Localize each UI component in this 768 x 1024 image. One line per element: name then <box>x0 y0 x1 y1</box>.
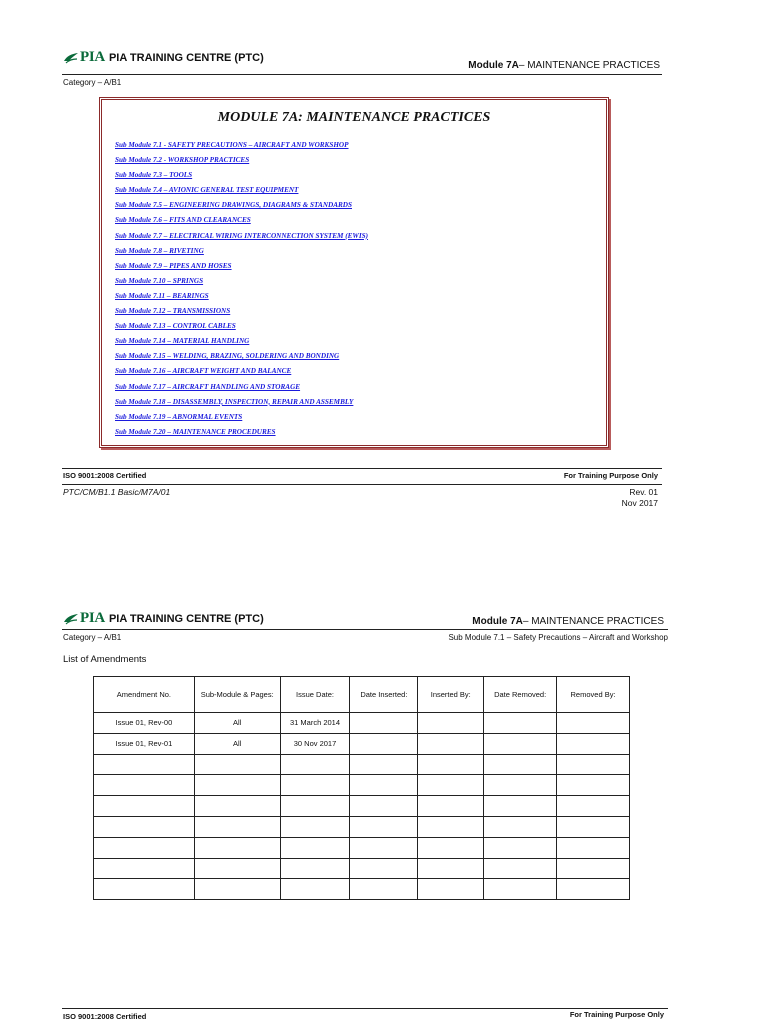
toc-link[interactable]: Sub Module 7.19 – ABNORMAL EVENTS <box>115 412 243 421</box>
table-cell <box>557 733 630 754</box>
toc-item <box>115 285 606 300</box>
column-header: Sub-Module & Pages: <box>194 677 280 713</box>
toc-link[interactable]: Sub Module 7.11 – BEARINGS <box>115 291 209 300</box>
table-row <box>94 796 630 817</box>
toc-item <box>115 149 606 164</box>
column-header: Inserted By: <box>418 677 484 713</box>
toc-link[interactable]: Sub Module 7.20 – MAINTENANCE PROCEDURES <box>115 427 276 436</box>
toc-item <box>115 209 606 224</box>
table-cell <box>557 879 630 900</box>
toc-link[interactable]: Sub Module 7.16 – AIRCRAFT WEIGHT AND BALANCE <box>115 367 292 376</box>
table-cell <box>280 816 350 837</box>
rev-label: Rev. 01 <box>629 487 658 497</box>
table-cell <box>484 858 557 879</box>
toc-link[interactable]: Sub Module 7.9 – PIPES AND HOSES <box>115 261 232 270</box>
table-cell <box>194 816 280 837</box>
table-cell <box>484 754 557 775</box>
table-cell: 30 Nov 2017 <box>280 733 350 754</box>
table-cell <box>194 879 280 900</box>
amendments-table <box>93 676 630 900</box>
toc-item <box>115 179 606 194</box>
logo-text: PIA <box>80 610 105 626</box>
table-cell <box>94 837 195 858</box>
toc-link[interactable]: Sub Module 7.4 – AVIONIC GENERAL TEST EQUIPMENT <box>115 186 299 195</box>
table-cell <box>418 775 484 796</box>
toc-link[interactable]: Sub Module 7.14 – MATERIAL HANDLING <box>115 337 250 346</box>
table-cell <box>557 796 630 817</box>
toc-link[interactable]: Sub Module 7.13 – CONTROL CABLES <box>115 322 236 331</box>
table-cell: Issue 01, Rev-01 <box>94 733 195 754</box>
toc-item <box>115 330 606 345</box>
table-cell <box>418 816 484 837</box>
table-cell <box>484 713 557 734</box>
table-cell <box>350 775 418 796</box>
table-cell <box>350 837 418 858</box>
table-cell <box>350 713 418 734</box>
column-header: Issue Date: <box>280 677 350 713</box>
table-cell <box>557 775 630 796</box>
table-cell: 31 March 2014 <box>280 713 350 734</box>
table-cell <box>418 837 484 858</box>
toc-item <box>115 270 606 285</box>
org-name: PIA TRAINING CENTRE (PTC) <box>108 52 264 64</box>
toc-item <box>115 315 606 330</box>
logo-text: PIA <box>80 49 105 65</box>
toc-item <box>115 406 606 421</box>
table-row <box>94 713 630 734</box>
table-cell <box>94 816 195 837</box>
table-cell <box>418 754 484 775</box>
toc-item <box>115 225 606 240</box>
table-cell <box>350 754 418 775</box>
table-cell <box>418 796 484 817</box>
pia-bird-icon <box>63 613 79 625</box>
table-row <box>94 816 630 837</box>
toc-list <box>102 134 606 436</box>
table-cell <box>94 754 195 775</box>
table-cell <box>418 733 484 754</box>
module-title <box>468 60 660 71</box>
table-cell <box>280 796 350 817</box>
module-title-page2 <box>472 616 664 627</box>
training-label: For Training Purpose Only <box>563 471 658 480</box>
revision-info <box>622 487 658 509</box>
table-row <box>94 754 630 775</box>
toc-title: MODULE 7A: MAINTENANCE PRACTICES <box>217 110 491 125</box>
table-cell <box>484 879 557 900</box>
toc-item <box>115 255 606 270</box>
toc-item <box>115 376 606 391</box>
org-name: PIA TRAINING CENTRE (PTC) <box>108 613 264 625</box>
amendments-heading: List of Amendments <box>63 654 147 665</box>
column-header: Date Removed: <box>484 677 557 713</box>
toc-link[interactable]: Sub Module 7.7 – ELECTRICAL WIRING INTERCONNECTION SYSTEM (EWIS) <box>115 231 369 240</box>
toc-box <box>99 97 609 448</box>
iso-label-page2: ISO 9001:2008 Certified <box>63 1012 147 1021</box>
table-cell <box>350 879 418 900</box>
table-cell <box>94 879 195 900</box>
pia-logo <box>63 50 264 64</box>
footer-rule-page2 <box>62 1008 668 1009</box>
table-body <box>94 713 630 900</box>
toc-link[interactable]: Sub Module 7.10 – SPRINGS <box>115 276 204 285</box>
category-label-page2: Category – A/B1 <box>63 633 122 642</box>
table-row <box>94 858 630 879</box>
toc-link[interactable]: Sub Module 7.17 – AIRCRAFT HANDLING AND STORAGE <box>115 382 301 391</box>
toc-item <box>115 194 606 209</box>
table-cell <box>280 837 350 858</box>
table-cell <box>94 858 195 879</box>
toc-link[interactable]: Sub Module 7.18 – DISASSEMBLY, INSPECTION, REPAIR AND ASSEMBLY <box>115 397 354 406</box>
toc-link[interactable]: Sub Module 7.2 - WORKSHOP PRACTICES <box>115 156 250 165</box>
table-row <box>94 733 630 754</box>
table-cell: Issue 01, Rev-00 <box>94 713 195 734</box>
doc-ref: PTC/CM/B1.1 Basic/M7A/01 <box>63 487 171 497</box>
header-rule-page2 <box>62 629 668 630</box>
toc-link[interactable]: Sub Module 7.12 – TRANSMISSIONS <box>115 307 231 316</box>
table-cell <box>418 713 484 734</box>
table-cell <box>94 796 195 817</box>
table-header-row <box>94 677 630 713</box>
column-header: Removed By: <box>557 677 630 713</box>
table-cell <box>194 754 280 775</box>
training-label-page2: For Training Purpose Only <box>569 1010 664 1019</box>
table-cell <box>280 775 350 796</box>
module-code: Module 7A <box>472 616 523 627</box>
table-cell <box>418 879 484 900</box>
table-cell <box>484 816 557 837</box>
module-name: – MAINTENANCE PRACTICES <box>522 616 664 627</box>
table-cell <box>194 837 280 858</box>
table-cell <box>350 858 418 879</box>
submodule-label: Sub Module 7.1 – Safety Precautions – Aircraft and Workshop <box>448 633 668 642</box>
footer-rule-bottom <box>62 484 662 485</box>
table-cell <box>557 816 630 837</box>
column-header: Date Inserted: <box>350 677 418 713</box>
toc-link[interactable]: Sub Module 7.1 - SAFETY PRECAUTIONS – AIRCRAFT AND WORKSHOP <box>115 141 349 149</box>
module-code: Module 7A <box>468 60 519 71</box>
table-cell <box>194 775 280 796</box>
table-cell <box>280 879 350 900</box>
table-cell <box>484 796 557 817</box>
pia-bird-icon <box>63 52 79 64</box>
table-cell <box>94 775 195 796</box>
table-cell <box>484 837 557 858</box>
table-cell <box>350 733 418 754</box>
table-cell <box>418 858 484 879</box>
toc-item <box>115 300 606 315</box>
toc-link[interactable]: Sub Module 7.6 – FITS AND CLEARANCES <box>115 216 251 225</box>
toc-item <box>115 345 606 360</box>
rev-date: Nov 2017 <box>621 498 658 508</box>
footer-rule-top <box>62 468 662 469</box>
table-cell <box>350 816 418 837</box>
pia-logo-page2 <box>63 611 264 625</box>
column-header: Amendment No. <box>94 677 195 713</box>
toc-item <box>115 240 606 255</box>
toc-item <box>115 360 606 375</box>
iso-label: ISO 9001:2008 Certified <box>63 471 147 480</box>
table-cell: All <box>194 713 280 734</box>
table-cell: All <box>194 733 280 754</box>
table-cell <box>557 858 630 879</box>
table-cell <box>484 775 557 796</box>
table-cell <box>194 796 280 817</box>
toc-item <box>115 134 606 149</box>
table-cell <box>350 796 418 817</box>
toc-item <box>115 391 606 406</box>
toc-link[interactable]: Sub Module 7.3 – TOOLS <box>115 171 193 180</box>
table-cell <box>280 858 350 879</box>
table-cell <box>557 713 630 734</box>
toc-item <box>115 421 606 436</box>
table-cell <box>557 754 630 775</box>
table-row <box>94 879 630 900</box>
table-cell <box>557 837 630 858</box>
module-name: – MAINTENANCE PRACTICES <box>518 60 660 71</box>
toc-item <box>115 164 606 179</box>
table-row <box>94 837 630 858</box>
category-label: Category – A/B1 <box>63 78 122 87</box>
toc-link[interactable]: Sub Module 7.5 – ENGINEERING DRAWINGS, DIAGRAMS & STANDARDS <box>115 201 352 210</box>
toc-link[interactable]: Sub Module 7.8 – RIVETING <box>115 246 204 255</box>
table-cell <box>484 733 557 754</box>
toc-link[interactable]: Sub Module 7.15 – WELDING, BRAZING, SOLDERING AND BONDING <box>115 352 340 361</box>
table-cell <box>280 754 350 775</box>
table-cell <box>194 858 280 879</box>
header-rule <box>62 74 662 75</box>
table-row <box>94 775 630 796</box>
